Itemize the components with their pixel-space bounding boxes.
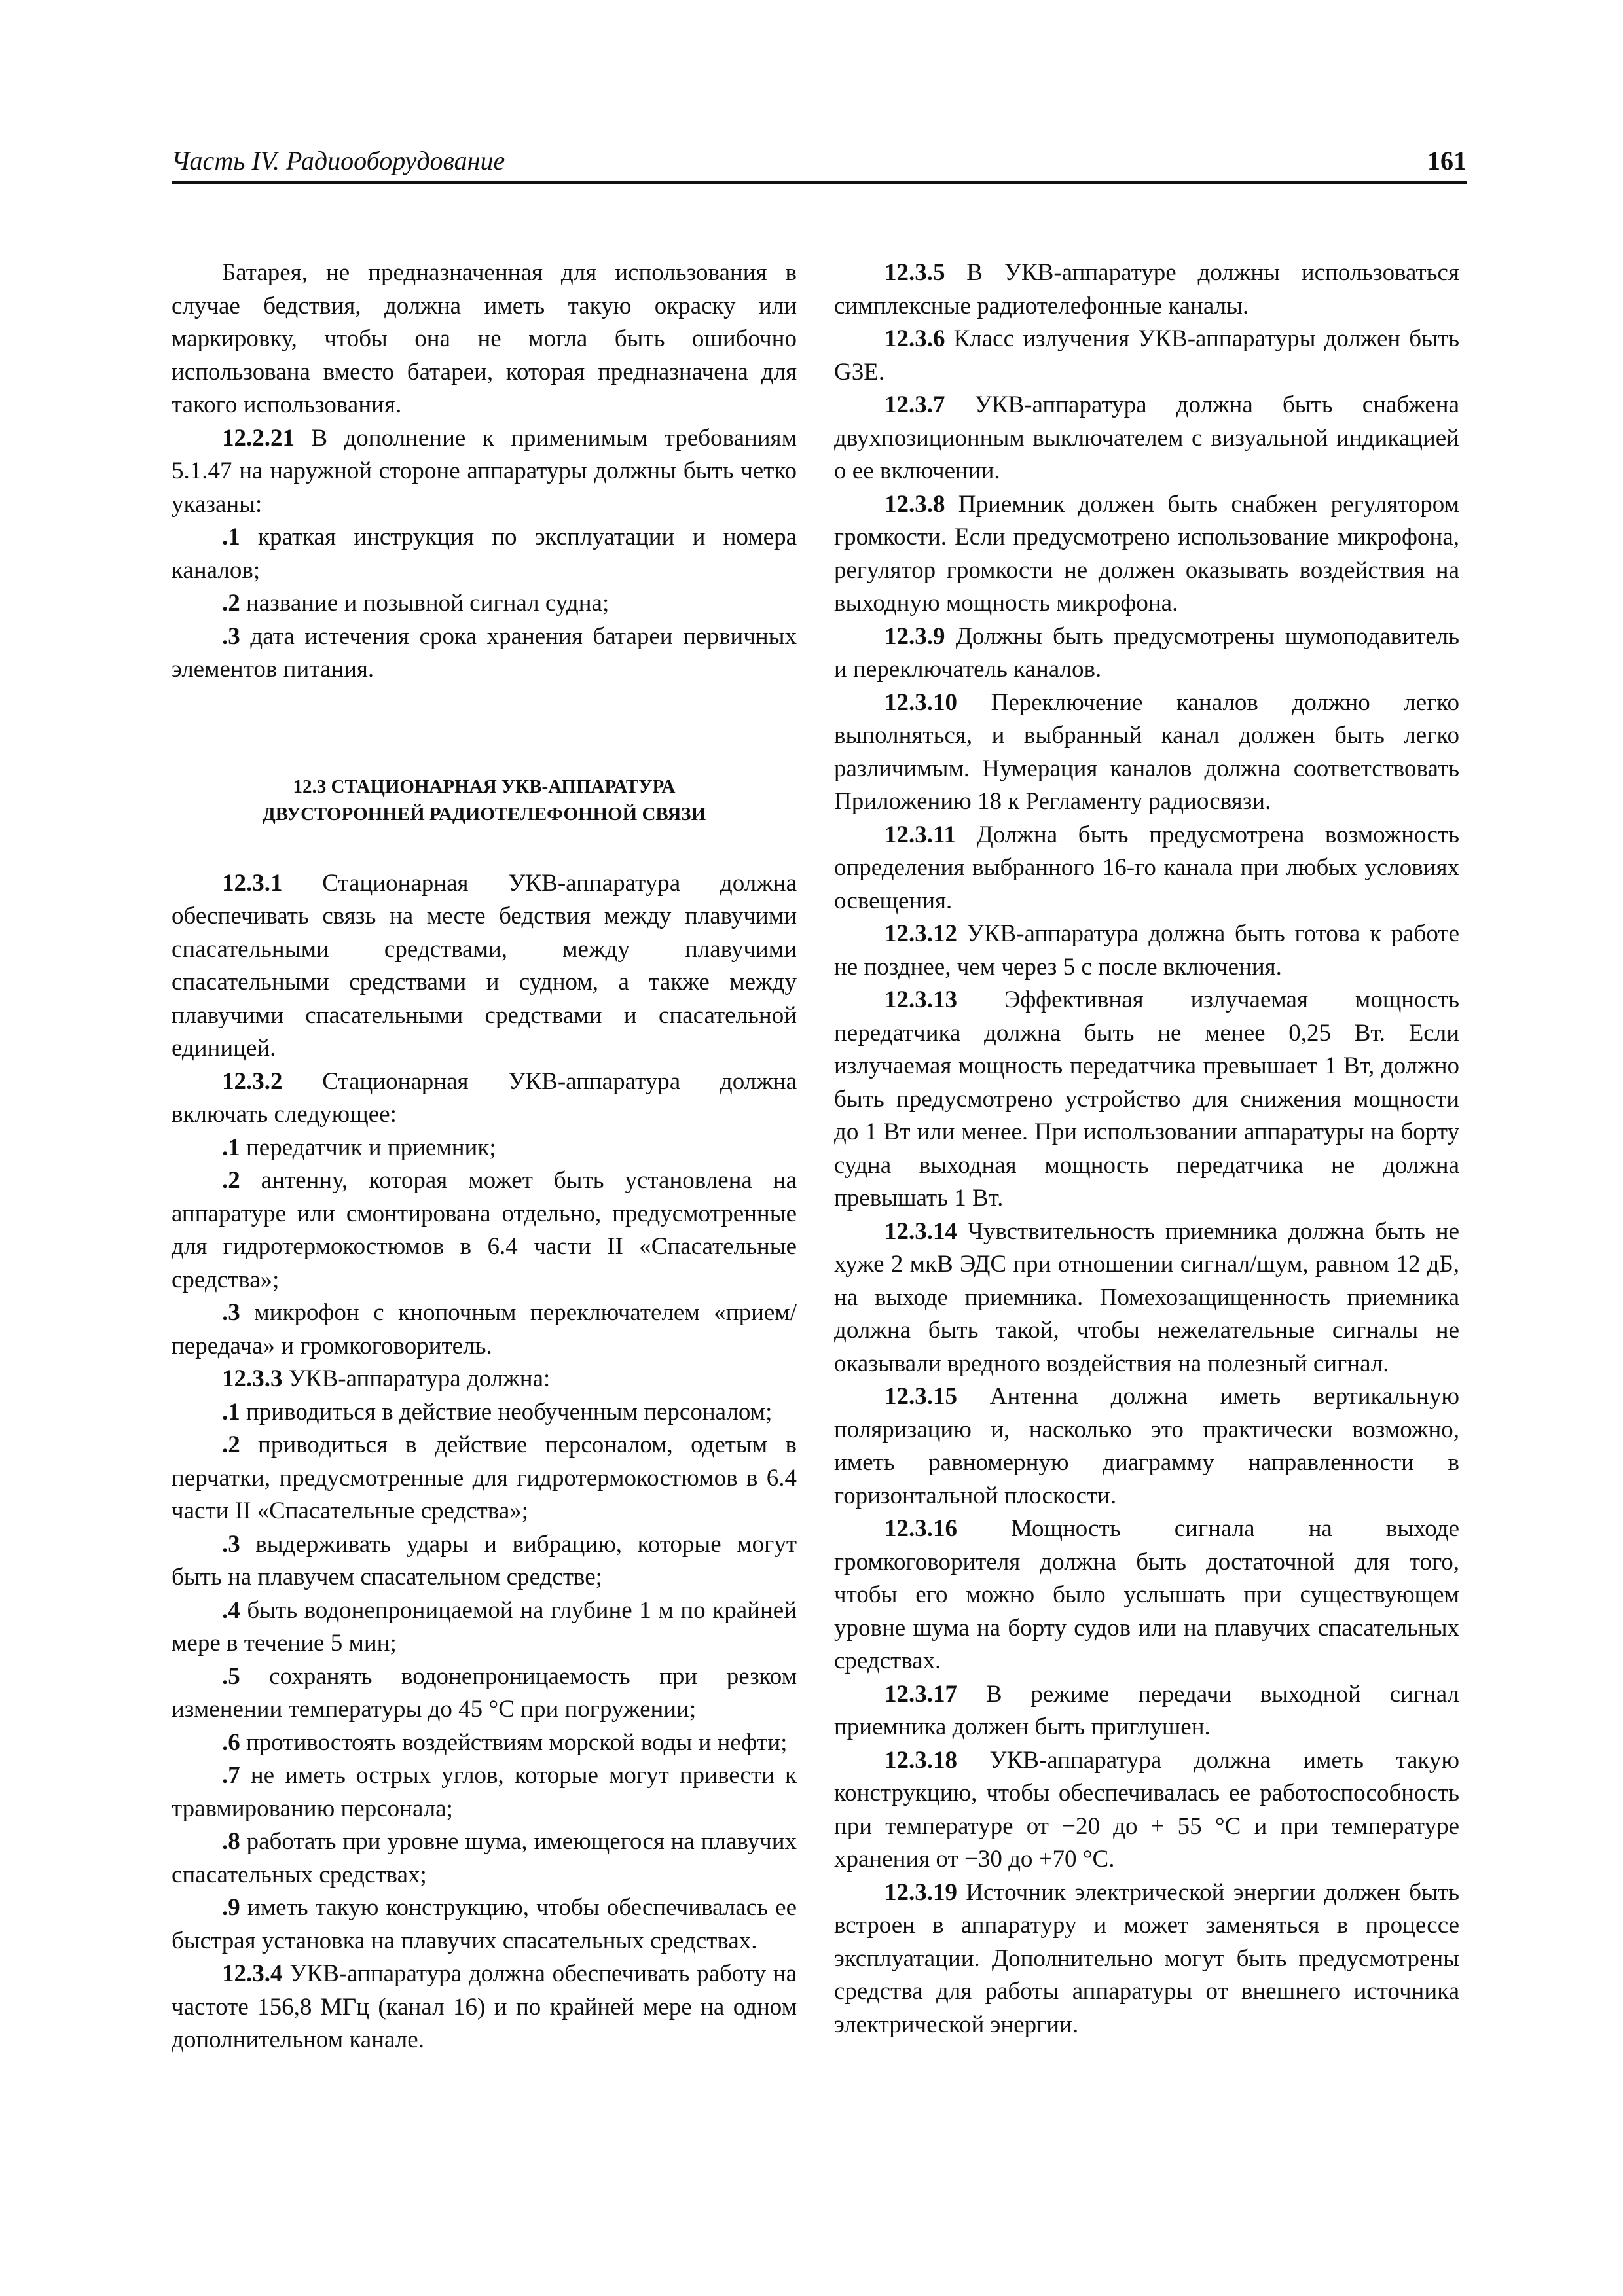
clause-number: 12.3.13 bbox=[884, 986, 957, 1013]
clause-text: В дополнение к применимым требованиям 5.1.47 на наружной стороне аппаратуры должны быть четко указаны: bbox=[172, 424, 797, 518]
clause-text: выдерживать удары и вибрацию, которые могут быть на плавучем спасательном средстве; bbox=[172, 1530, 797, 1590]
clause-number: .2 bbox=[222, 1167, 240, 1194]
clause-number: .7 bbox=[222, 1762, 240, 1789]
clause-text: УКВ-аппаратура должна иметь такую конструкцию, чтобы обеспечивалась ее работоспособность при температуре от −20 до + 55 °С и при температуре хранения от −30 до +70 °С. bbox=[834, 1746, 1459, 1873]
clause-text: Мощность сигнала на выходе громкоговорителя должна быть достаточной для того, чтобы его можно было услышать при существующем уровне шума на борту судов или на плавучих спасательных средствах. bbox=[834, 1515, 1459, 1674]
clause-text: УКВ-аппаратура должна обеспечивать работу на частоте 156,8 МГц (канал 16) и по крайней мере на одном дополнительном канале. bbox=[172, 1960, 797, 2053]
paragraph bbox=[834, 323, 1459, 389]
clause-text: работать при уровне шума, имеющегося на плавучих спасательных средствах; bbox=[172, 1828, 797, 1888]
paragraph bbox=[834, 389, 1459, 488]
paragraph bbox=[172, 1164, 797, 1297]
paragraph bbox=[172, 1429, 797, 1528]
clause-number: .4 bbox=[222, 1596, 240, 1624]
paragraph bbox=[834, 620, 1459, 687]
clause-text: УКВ-аппаратура должна быть готова к работе не позднее, чем через 5 с после включения. bbox=[834, 920, 1459, 980]
paragraph bbox=[834, 1678, 1459, 1744]
clause-number: 12.3.1 bbox=[222, 869, 283, 897]
paragraph bbox=[172, 1759, 797, 1825]
clause-number: 12.3.17 bbox=[884, 1680, 957, 1708]
clause-text: УКВ-аппаратура должна быть снабжена двухпозиционным выключателем с визуальной индикацией о ее включении. bbox=[834, 391, 1459, 484]
clause-text: В УКВ-аппаратуре должны использоваться симплексные радиотелефонные каналы. bbox=[834, 259, 1459, 319]
clause-number: .1 bbox=[222, 1134, 240, 1161]
clause-text: Стационарная УКВ-аппаратура должна включать следующее: bbox=[172, 1067, 797, 1128]
clause-number: .6 bbox=[222, 1729, 240, 1756]
paragraph bbox=[172, 1363, 797, 1396]
clause-number: .3 bbox=[222, 622, 240, 650]
clause-number: 12.3.15 bbox=[884, 1383, 957, 1410]
paragraph bbox=[172, 620, 797, 687]
clause-text: дата истечения срока хранения батареи первичных элементов питания. bbox=[172, 622, 797, 683]
paragraph bbox=[172, 587, 797, 620]
paragraph bbox=[834, 1744, 1459, 1876]
clause-number: .1 bbox=[222, 1398, 240, 1426]
clause-text: иметь такую конструкцию, чтобы обеспечивалась ее быстрая установка на плавучих спасательных средствах. bbox=[172, 1894, 797, 1954]
clause-text: Должна быть предусмотрена возможность определения выбранного 16-го канала при любых условиях освещения. bbox=[834, 821, 1459, 914]
clause-text: Переключение каналов должно легко выполняться, и выбранный канал должен быть легко различимым. Нумерация каналов должна соответствовать Приложению 18 к Регламенту радиосвязи. bbox=[834, 689, 1459, 815]
paragraph bbox=[834, 687, 1459, 819]
section-heading-line-2: ДВУСТОРОННЕЙ РАДИОТЕЛЕФОННОЙ СВЯЗИ bbox=[262, 803, 706, 825]
clause-text: Стационарная УКВ-аппаратура должна обеспечивать связь на месте бедствия между плавучими спасательными средствами, между плавучими спасательными средствами и судном, а также между плавучими спасательными средствами и спасательной единицей. bbox=[172, 869, 797, 1062]
clause-text: Антенна должна иметь вертикальную поляризацию и, насколько это практически возможно, иметь равномерную диаграмму направленности в горизонтальной плоскости. bbox=[834, 1383, 1459, 1509]
left-column-section-paragraphs bbox=[172, 867, 797, 2057]
clause-number: 12.3.11 bbox=[884, 821, 956, 848]
clause-text: краткая инструкция по эксплуатации и номера каналов; bbox=[172, 524, 797, 584]
clause-text: быть водонепроницаемой на глубине 1 м по крайней мере в течение 5 мин; bbox=[172, 1596, 797, 1657]
clause-text: противостоять воздействиям морской воды и нефти; bbox=[240, 1729, 788, 1756]
page-number: 161 bbox=[1427, 146, 1467, 175]
paragraph bbox=[834, 1215, 1459, 1381]
right-column bbox=[834, 257, 1459, 2041]
paragraph bbox=[172, 1660, 797, 1727]
section-heading-line-1: 12.3 СТАЦИОНАРНАЯ УКВ-АППАРАТУРА bbox=[293, 776, 676, 797]
paragraph bbox=[834, 918, 1459, 984]
right-column-paragraphs bbox=[834, 257, 1459, 2041]
clause-number: 12.3.9 bbox=[884, 622, 945, 650]
clause-number: 12.3.4 bbox=[222, 1960, 283, 1987]
clause-text: Приемник должен быть снабжен регулятором громкости. Если предусмотрено использование микрофона, регулятор громкости не должен оказывать воздействия на выходную мощность микрофона. bbox=[834, 490, 1459, 617]
paragraph bbox=[172, 1396, 797, 1429]
clause-text: сохранять водонепроницаемость при резком изменении температуры до 45 °С при погружении; bbox=[172, 1662, 797, 1723]
paragraph bbox=[834, 488, 1459, 620]
paragraph bbox=[834, 819, 1459, 918]
paragraph bbox=[172, 422, 797, 522]
paragraph bbox=[172, 257, 797, 422]
clause-text: приводиться в действие необученным персоналом; bbox=[240, 1398, 773, 1426]
clause-number: 12.3.8 bbox=[884, 490, 945, 518]
clause-number: 12.3.10 bbox=[884, 689, 957, 716]
clause-number: .2 bbox=[222, 590, 240, 617]
clause-number: 12.3.18 bbox=[884, 1746, 957, 1774]
clause-number: 12.3.14 bbox=[884, 1217, 957, 1245]
clause-text: Батарея, не предназначенная для использования в случае бедствия, должна иметь такую окраску или маркировку, чтобы она не могла быть ошибочно использована вместо батареи, которая предназначена для такого использования. bbox=[172, 259, 797, 418]
paragraph bbox=[172, 1825, 797, 1892]
clause-text: микрофон с кнопочным переключателем «прием/передача» и громкоговоритель. bbox=[172, 1299, 797, 1359]
clause-number: .5 bbox=[222, 1662, 240, 1690]
paragraph bbox=[834, 1513, 1459, 1678]
clause-text: Должны быть предусмотрены шумоподавитель и переключатель каналов. bbox=[834, 622, 1459, 683]
paragraph bbox=[834, 1876, 1459, 2042]
clause-text: название и позывной сигнал судна; bbox=[240, 590, 610, 617]
clause-number: .3 bbox=[222, 1299, 240, 1326]
clause-number: 12.3.7 bbox=[884, 391, 945, 418]
clause-text: антенну, которая может быть установлена на аппаратуре или смонтирована отдельно, предусмотренные для гидротермокостюмов в 6.4 части II «Спасательные средства»; bbox=[172, 1167, 797, 1293]
paragraph bbox=[834, 257, 1459, 323]
left-column bbox=[172, 257, 797, 2057]
clause-text: приводиться в действие персоналом, одетым в перчатки, предусмотренные для гидротермокостюмов в 6.4 части II «Спасательные средства»; bbox=[172, 1431, 797, 1524]
paragraph bbox=[172, 1132, 797, 1165]
section-heading bbox=[172, 773, 797, 828]
clause-number: .9 bbox=[222, 1894, 240, 1921]
left-column-paragraphs bbox=[172, 257, 797, 687]
paragraph bbox=[172, 1594, 797, 1660]
clause-text: передатчик и приемник; bbox=[240, 1134, 496, 1161]
running-title: Часть IV. Радиооборудование bbox=[172, 146, 505, 175]
clause-number: .2 bbox=[222, 1431, 240, 1458]
paragraph bbox=[834, 984, 1459, 1215]
clause-text: УКВ-аппаратура должна: bbox=[282, 1365, 551, 1392]
paragraph bbox=[172, 1958, 797, 2057]
clause-text: В режиме передачи выходной сигнал приемника должен быть приглушен. bbox=[834, 1680, 1459, 1740]
clause-text: Эффективная излучаемая мощность передатчика должна быть не менее 0,25 Вт. Если излучаемая мощность передатчика превышает 1 Вт, должно быть предусмотрено устройство для снижения мощности до 1 Вт или менее. При использовании аппаратуры на борту судна выходная мощность передатчика не должна превышать 1 Вт. bbox=[834, 986, 1459, 1211]
paragraph bbox=[172, 867, 797, 1066]
clause-text: Класс излучения УКВ-аппаратуры должен быть G3E. bbox=[834, 325, 1459, 386]
paragraph bbox=[172, 521, 797, 587]
paragraph bbox=[834, 1380, 1459, 1513]
clause-number: 12.3.3 bbox=[222, 1365, 283, 1392]
clause-number: .8 bbox=[222, 1828, 240, 1855]
paragraph bbox=[172, 1528, 797, 1594]
paragraph bbox=[172, 1892, 797, 1958]
clause-number: 12.3.16 bbox=[884, 1515, 957, 1542]
clause-number: 12.3.19 bbox=[884, 1878, 957, 1906]
clause-text: не иметь острых углов, которые могут привести к травмированию персонала; bbox=[172, 1762, 797, 1822]
clause-number: 12.3.6 bbox=[884, 325, 945, 352]
clause-text: Чувствительность приемника должна быть не хуже 2 мкВ ЭДС при отношении сигнал/шум, равном 12 дБ, на выходе приемника. Помехозащищенность приемника должна быть такой, чтобы нежелательные сигналы не оказывали вредного воздействия на полезный сигнал. bbox=[834, 1217, 1459, 1377]
clause-number: .3 bbox=[222, 1530, 240, 1558]
clause-number: 12.3.2 bbox=[222, 1067, 283, 1095]
paragraph bbox=[172, 1727, 797, 1760]
clause-text: Источник электрической энергии должен быть встроен в аппаратуру и может заменяться в процессе эксплуатации. Дополнительно могут быть предусмотрены средства для работы аппаратуры от внешнего источника электрической энергии. bbox=[834, 1878, 1459, 2038]
paragraph bbox=[172, 1066, 797, 1132]
clause-number: .1 bbox=[222, 524, 240, 550]
clause-number: 12.3.12 bbox=[884, 920, 957, 947]
paragraph bbox=[172, 1297, 797, 1363]
page-header bbox=[172, 143, 1467, 184]
clause-number: 12.2.21 bbox=[222, 424, 295, 452]
clause-number: 12.3.5 bbox=[884, 259, 945, 286]
